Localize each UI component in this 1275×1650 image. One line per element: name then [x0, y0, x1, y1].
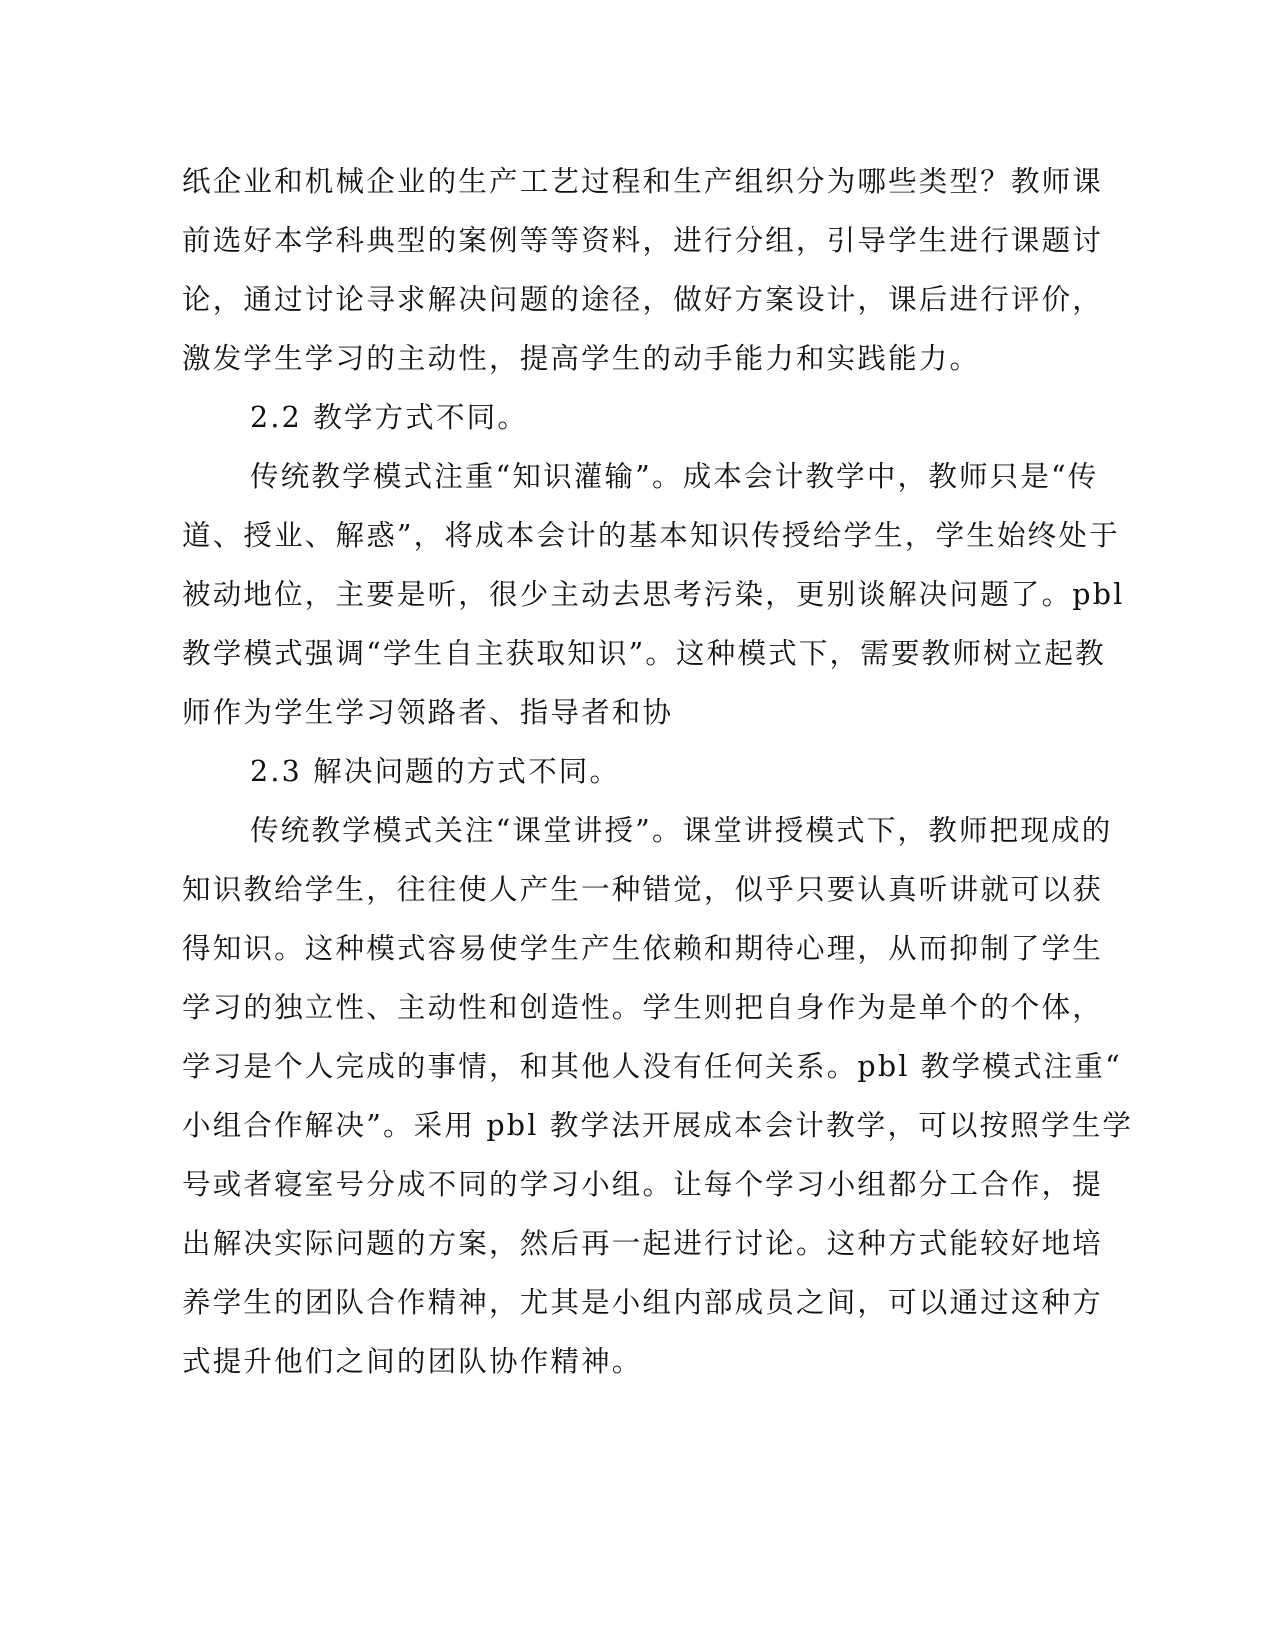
text-line: 得知识。这种模式容易使学生产生依赖和期待心理，从而抑制了学生	[182, 932, 1104, 965]
text-line: 道、授业、解惑”，将成本会计的基本知识传授给学生，学生始终处于	[182, 519, 1120, 552]
paragraph-problem-solving	[182, 801, 1134, 1391]
text-line: 养学生的团队合作精神，尤其是小组内部成员之间，可以通过这种方	[182, 1286, 1104, 1319]
paragraph-continuation	[182, 152, 1104, 388]
text-line: 论，通过讨论寻求解决问题的途径，做好方案设计，课后进行评价，	[182, 283, 1104, 316]
paragraph-teaching-method	[182, 447, 1125, 742]
text-line: 出解决实际问题的方案，然后再一起进行讨论。这种方式能较好地培	[182, 1227, 1104, 1260]
text-line: 号或者寝室号分成不同的学习小组。让每个学习小组都分工合作，提	[182, 1168, 1104, 1201]
text-line: 学习是个人完成的事情，和其他人没有任何关系。pbl 教学模式注重“	[182, 1050, 1122, 1083]
text-line: 传统教学模式关注“课堂讲授”。课堂讲授模式下，教师把现成的	[250, 814, 1113, 847]
text-line: 学习的独立性、主动性和创造性。学生则把自身作为是单个的个体，	[182, 991, 1104, 1024]
text-line: 式提升他们之间的团队协作精神。	[182, 1345, 643, 1378]
text-line: 传统教学模式注重“知识灌输”。成本会计教学中，教师只是“传	[250, 460, 1099, 493]
text-line: 被动地位，主要是听，很少主动去思考污染，更别谈解决问题了。pbl	[182, 578, 1125, 611]
text-line: 教学模式强调“学生自主获取知识”。这种模式下，需要教师树立起教	[182, 637, 1106, 670]
text-line: 激发学生学习的主动性，提高学生的动手能力和实践能力。	[182, 342, 981, 375]
text-line: 小组合作解决”。采用 pbl 教学法开展成本会计教学，可以按照学生学	[182, 1109, 1134, 1142]
text-line: 纸企业和机械企业的生产工艺过程和生产组织分为哪些类型？教师课	[182, 165, 1104, 198]
section-heading-2-3	[182, 742, 1042, 801]
heading-line: 2.3 解决问题的方式不同。	[250, 755, 621, 788]
text-line: 知识教给学生，往往使人产生一种错觉，似乎只要认真听讲就可以获	[182, 873, 1104, 906]
section-heading-2-2	[182, 388, 1042, 447]
text-line: 前选好本学科典型的案例等等资料，进行分组，引导学生进行课题讨	[182, 224, 1104, 257]
heading-line: 2.2 教学方式不同。	[250, 401, 529, 434]
text-line: 师作为学生学习领路者、指导者和协	[182, 696, 674, 729]
body-text	[182, 152, 1134, 1391]
